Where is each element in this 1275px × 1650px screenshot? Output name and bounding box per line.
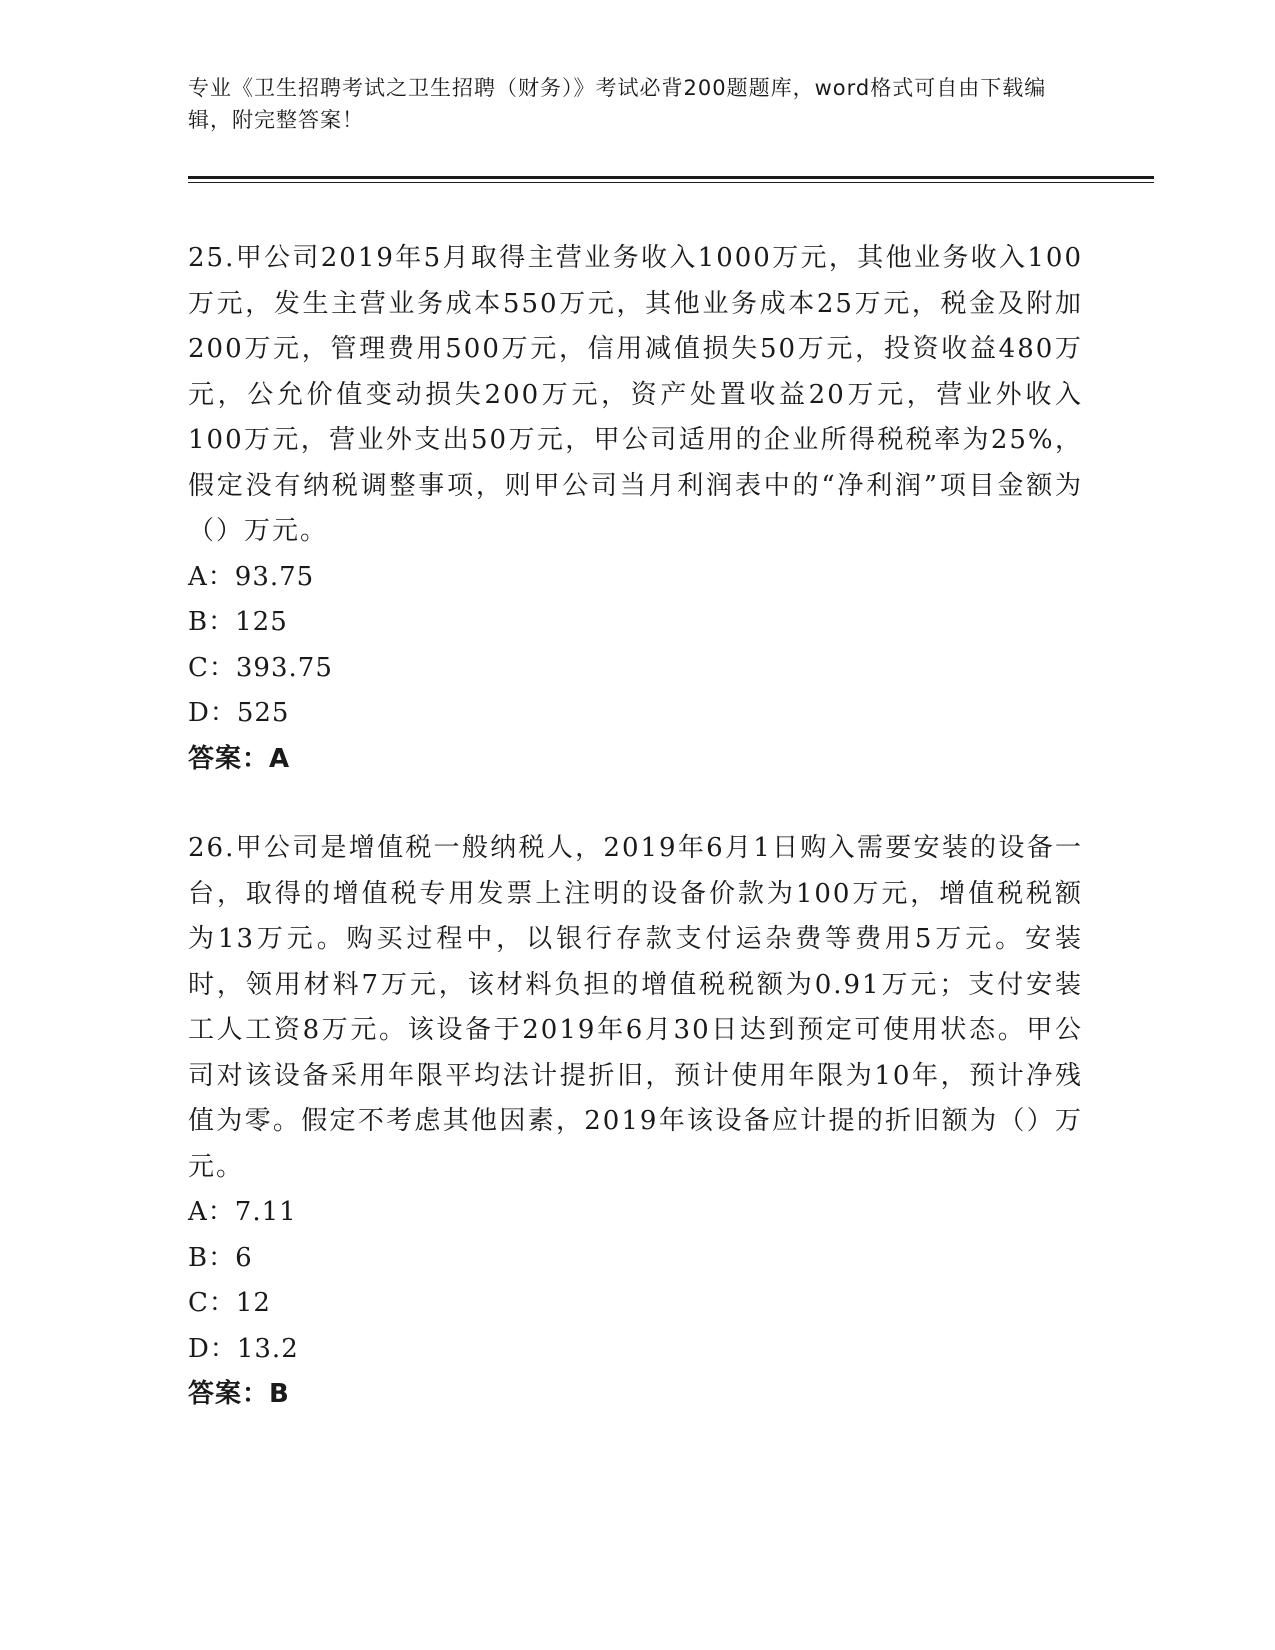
option-a: A：93.75 [188, 561, 315, 592]
option-a: A：7.11 [188, 1197, 297, 1227]
question-25 [188, 236, 1083, 782]
question-stem: 26.甲公司是增值税一般纳税人，2019年6月1日购入需要安装的设备一台，取得的增值税专用发票上注明的设备价款为100万元，增值税税额为13万元。购买过程中，以银行存款支付运杂费等费用5万元。安装时，领用材料7万元，该材料负担的增值税税额为0.91万元；支付安装工人工资8万元。该设备于2019年6月30日达到预定可使用状态。甲公司对该设备采用年限平均法计提折旧，预计使用年限为10年，预计净残值为零。假定不考虑其他因素，2019年该设备应计提的折旧额为（）万元。 [188, 833, 1083, 1182]
header-divider-thick [188, 176, 1154, 179]
option-d: D：13.2 [188, 1333, 299, 1364]
header-divider-thin [188, 182, 1154, 183]
option-d: D：525 [188, 698, 290, 728]
question-26 [188, 826, 1083, 1418]
answer: 答案：B [188, 1379, 290, 1409]
question-stem: 25.甲公司2019年5月取得主营业务收入1000万元，其他业务收入100万元，发生主营业务成本550万元，其他业务成本25万元，税金及附加200万元，管理费用500万元，信用减值损失50万元，投资收益480万元，公允价值变动损失200万元，资产处置收益20万元，营业外收入100万元，营业外支出50万元，甲公司适用的企业所得税税率为25%，假定没有纳税调整事项，则甲公司当月利润表中的“净利润”项目金额为（）万元。 [188, 243, 1083, 546]
answer: 答案：A [188, 743, 291, 774]
option-c: C：393.75 [188, 652, 333, 683]
option-b: B：125 [188, 607, 288, 637]
option-c: C：12 [188, 1288, 271, 1318]
option-b: B：6 [188, 1242, 253, 1273]
page-header: 专业《卫生招聘考试之卫生招聘（财务）》考试必背200题题库，word格式可自由下载编辑，附完整答案！ [188, 76, 1047, 132]
